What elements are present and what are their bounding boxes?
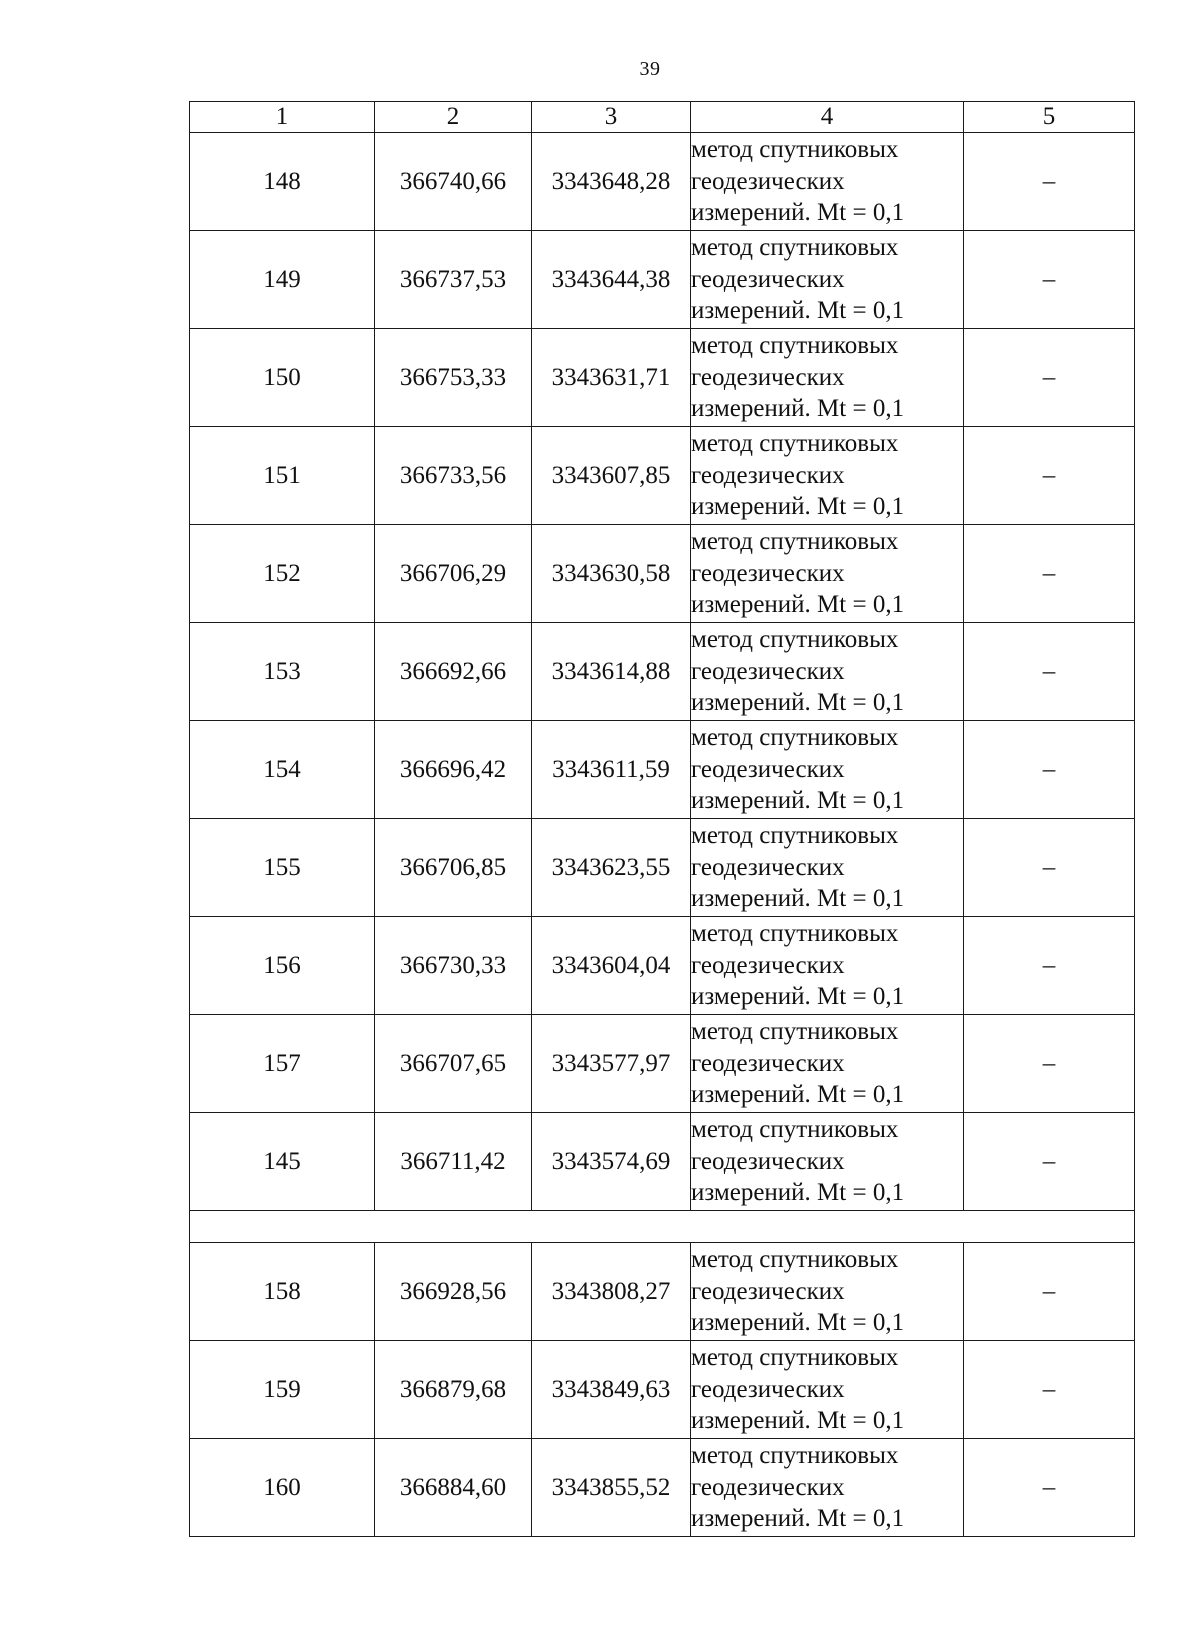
method-line-2: геодезических: [691, 1049, 845, 1077]
method-line-3: измерений. Mt = 0,1: [691, 199, 905, 227]
column-5-cell: –: [964, 133, 1135, 231]
method-line-2: геодезических: [691, 853, 845, 881]
header-cell-1: 1: [190, 102, 375, 133]
y-coordinate-cell: 3343631,71: [532, 329, 691, 427]
x-coordinate-cell: 366711,42: [375, 1113, 532, 1211]
method-cell: [691, 231, 964, 329]
y-coordinate-cell: 3343574,69: [532, 1113, 691, 1211]
y-coordinate-cell: 3343577,97: [532, 1015, 691, 1113]
method-cell: [691, 721, 964, 819]
method-line-3: измерений. Mt = 0,1: [691, 297, 905, 325]
table-row: [190, 133, 1135, 231]
method-line-2: геодезических: [691, 1473, 845, 1501]
method-cell: [691, 1113, 964, 1211]
method-cell: [691, 133, 964, 231]
method-line-2: геодезических: [691, 657, 845, 685]
table-separator-row: [190, 1211, 1135, 1243]
method-line-2: геодезических: [691, 167, 845, 195]
method-line-3: измерений. Mt = 0,1: [691, 1407, 905, 1435]
method-cell: [691, 1243, 964, 1341]
table-row: [190, 427, 1135, 525]
method-line-3: измерений. Mt = 0,1: [691, 1309, 905, 1337]
point-number-cell: 149: [190, 231, 375, 329]
x-coordinate-cell: 366707,65: [375, 1015, 532, 1113]
method-line-3: измерений. Mt = 0,1: [691, 689, 905, 717]
y-coordinate-cell: 3343611,59: [532, 721, 691, 819]
method-line-1: метод спутниковых: [691, 136, 899, 164]
column-5-cell: –: [964, 525, 1135, 623]
method-line-3: измерений. Mt = 0,1: [691, 787, 905, 815]
table-row: [190, 1341, 1135, 1439]
table-row: [190, 721, 1135, 819]
table-row: [190, 819, 1135, 917]
point-number-cell: 159: [190, 1341, 375, 1439]
point-number-cell: 157: [190, 1015, 375, 1113]
method-line-2: геодезических: [691, 559, 845, 587]
method-cell: [691, 329, 964, 427]
x-coordinate-cell: 366740,66: [375, 133, 532, 231]
point-number-cell: 152: [190, 525, 375, 623]
header-cell-4: 4: [691, 102, 964, 133]
x-coordinate-cell: 366706,29: [375, 525, 532, 623]
table-row: [190, 231, 1135, 329]
point-number-cell: 145: [190, 1113, 375, 1211]
method-cell: [691, 525, 964, 623]
method-line-1: метод спутниковых: [691, 1246, 899, 1274]
column-5-cell: –: [964, 329, 1135, 427]
x-coordinate-cell: 366879,68: [375, 1341, 532, 1439]
method-line-3: измерений. Mt = 0,1: [691, 983, 905, 1011]
method-line-2: геодезических: [691, 1147, 845, 1175]
method-line-3: измерений. Mt = 0,1: [691, 1081, 905, 1109]
y-coordinate-cell: 3343849,63: [532, 1341, 691, 1439]
header-cell-5: 5: [964, 102, 1135, 133]
column-5-cell: –: [964, 1113, 1135, 1211]
y-coordinate-cell: 3343623,55: [532, 819, 691, 917]
point-number-cell: 160: [190, 1439, 375, 1537]
x-coordinate-cell: 366730,33: [375, 917, 532, 1015]
method-line-3: измерений. Mt = 0,1: [691, 493, 905, 521]
table-row: [190, 1243, 1135, 1341]
x-coordinate-cell: 366692,66: [375, 623, 532, 721]
y-coordinate-cell: 3343614,88: [532, 623, 691, 721]
x-coordinate-cell: 366733,56: [375, 427, 532, 525]
method-line-1: метод спутниковых: [691, 332, 899, 360]
header-cell-2: 2: [375, 102, 532, 133]
method-line-1: метод спутниковых: [691, 1116, 899, 1144]
method-line-1: метод спутниковых: [691, 234, 899, 262]
x-coordinate-cell: 366737,53: [375, 231, 532, 329]
column-5-cell: –: [964, 1439, 1135, 1537]
table-body: [190, 133, 1135, 1537]
column-5-cell: –: [964, 917, 1135, 1015]
y-coordinate-cell: 3343644,38: [532, 231, 691, 329]
column-5-cell: –: [964, 1341, 1135, 1439]
table-row: [190, 1015, 1135, 1113]
column-5-cell: –: [964, 1243, 1135, 1341]
x-coordinate-cell: 366696,42: [375, 721, 532, 819]
point-number-cell: 155: [190, 819, 375, 917]
column-5-cell: –: [964, 721, 1135, 819]
point-number-cell: 150: [190, 329, 375, 427]
table-row: [190, 1113, 1135, 1211]
table-row: [190, 917, 1135, 1015]
method-line-2: геодезических: [691, 755, 845, 783]
column-5-cell: –: [964, 819, 1135, 917]
method-line-3: измерений. Mt = 0,1: [691, 1505, 905, 1533]
method-cell: [691, 1439, 964, 1537]
method-line-2: геодезических: [691, 1375, 845, 1403]
point-number-cell: 158: [190, 1243, 375, 1341]
method-line-1: метод спутниковых: [691, 822, 899, 850]
method-cell: [691, 623, 964, 721]
y-coordinate-cell: 3343855,52: [532, 1439, 691, 1537]
column-5-cell: –: [964, 231, 1135, 329]
x-coordinate-cell: 366753,33: [375, 329, 532, 427]
method-cell: [691, 1341, 964, 1439]
table-header-row: [190, 102, 1135, 133]
method-line-1: метод спутниковых: [691, 528, 899, 556]
coordinates-table: [189, 101, 1135, 1537]
method-line-1: метод спутниковых: [691, 626, 899, 654]
x-coordinate-cell: 366884,60: [375, 1439, 532, 1537]
point-number-cell: 148: [190, 133, 375, 231]
method-line-1: метод спутниковых: [691, 920, 899, 948]
method-line-2: геодезических: [691, 1277, 845, 1305]
table-row: [190, 623, 1135, 721]
header-cell-3: 3: [532, 102, 691, 133]
y-coordinate-cell: 3343604,04: [532, 917, 691, 1015]
point-number-cell: 156: [190, 917, 375, 1015]
page-number: 39: [639, 58, 661, 80]
column-5-cell: –: [964, 1015, 1135, 1113]
y-coordinate-cell: 3343648,28: [532, 133, 691, 231]
method-line-2: геодезических: [691, 951, 845, 979]
x-coordinate-cell: 366928,56: [375, 1243, 532, 1341]
column-5-cell: –: [964, 623, 1135, 721]
method-line-3: измерений. Mt = 0,1: [691, 1179, 905, 1207]
method-line-3: измерений. Mt = 0,1: [691, 885, 905, 913]
x-coordinate-cell: 366706,85: [375, 819, 532, 917]
point-number-cell: 151: [190, 427, 375, 525]
method-line-1: метод спутниковых: [691, 724, 899, 752]
method-line-1: метод спутниковых: [691, 1442, 899, 1470]
method-line-2: геодезических: [691, 363, 845, 391]
table-row: [190, 525, 1135, 623]
method-line-3: измерений. Mt = 0,1: [691, 395, 905, 423]
method-line-2: геодезических: [691, 461, 845, 489]
method-cell: [691, 819, 964, 917]
point-number-cell: 154: [190, 721, 375, 819]
method-line-3: измерений. Mt = 0,1: [691, 591, 905, 619]
method-cell: [691, 427, 964, 525]
method-cell: [691, 1015, 964, 1113]
separator-cell: [190, 1211, 1135, 1243]
method-line-2: геодезических: [691, 265, 845, 293]
method-line-1: метод спутниковых: [691, 1018, 899, 1046]
point-number-cell: 153: [190, 623, 375, 721]
y-coordinate-cell: 3343808,27: [532, 1243, 691, 1341]
method-line-1: метод спутниковых: [691, 430, 899, 458]
table-row: [190, 1439, 1135, 1537]
method-cell: [691, 917, 964, 1015]
column-5-cell: –: [964, 427, 1135, 525]
method-line-1: метод спутниковых: [691, 1344, 899, 1372]
y-coordinate-cell: 3343630,58: [532, 525, 691, 623]
table-row: [190, 329, 1135, 427]
y-coordinate-cell: 3343607,85: [532, 427, 691, 525]
